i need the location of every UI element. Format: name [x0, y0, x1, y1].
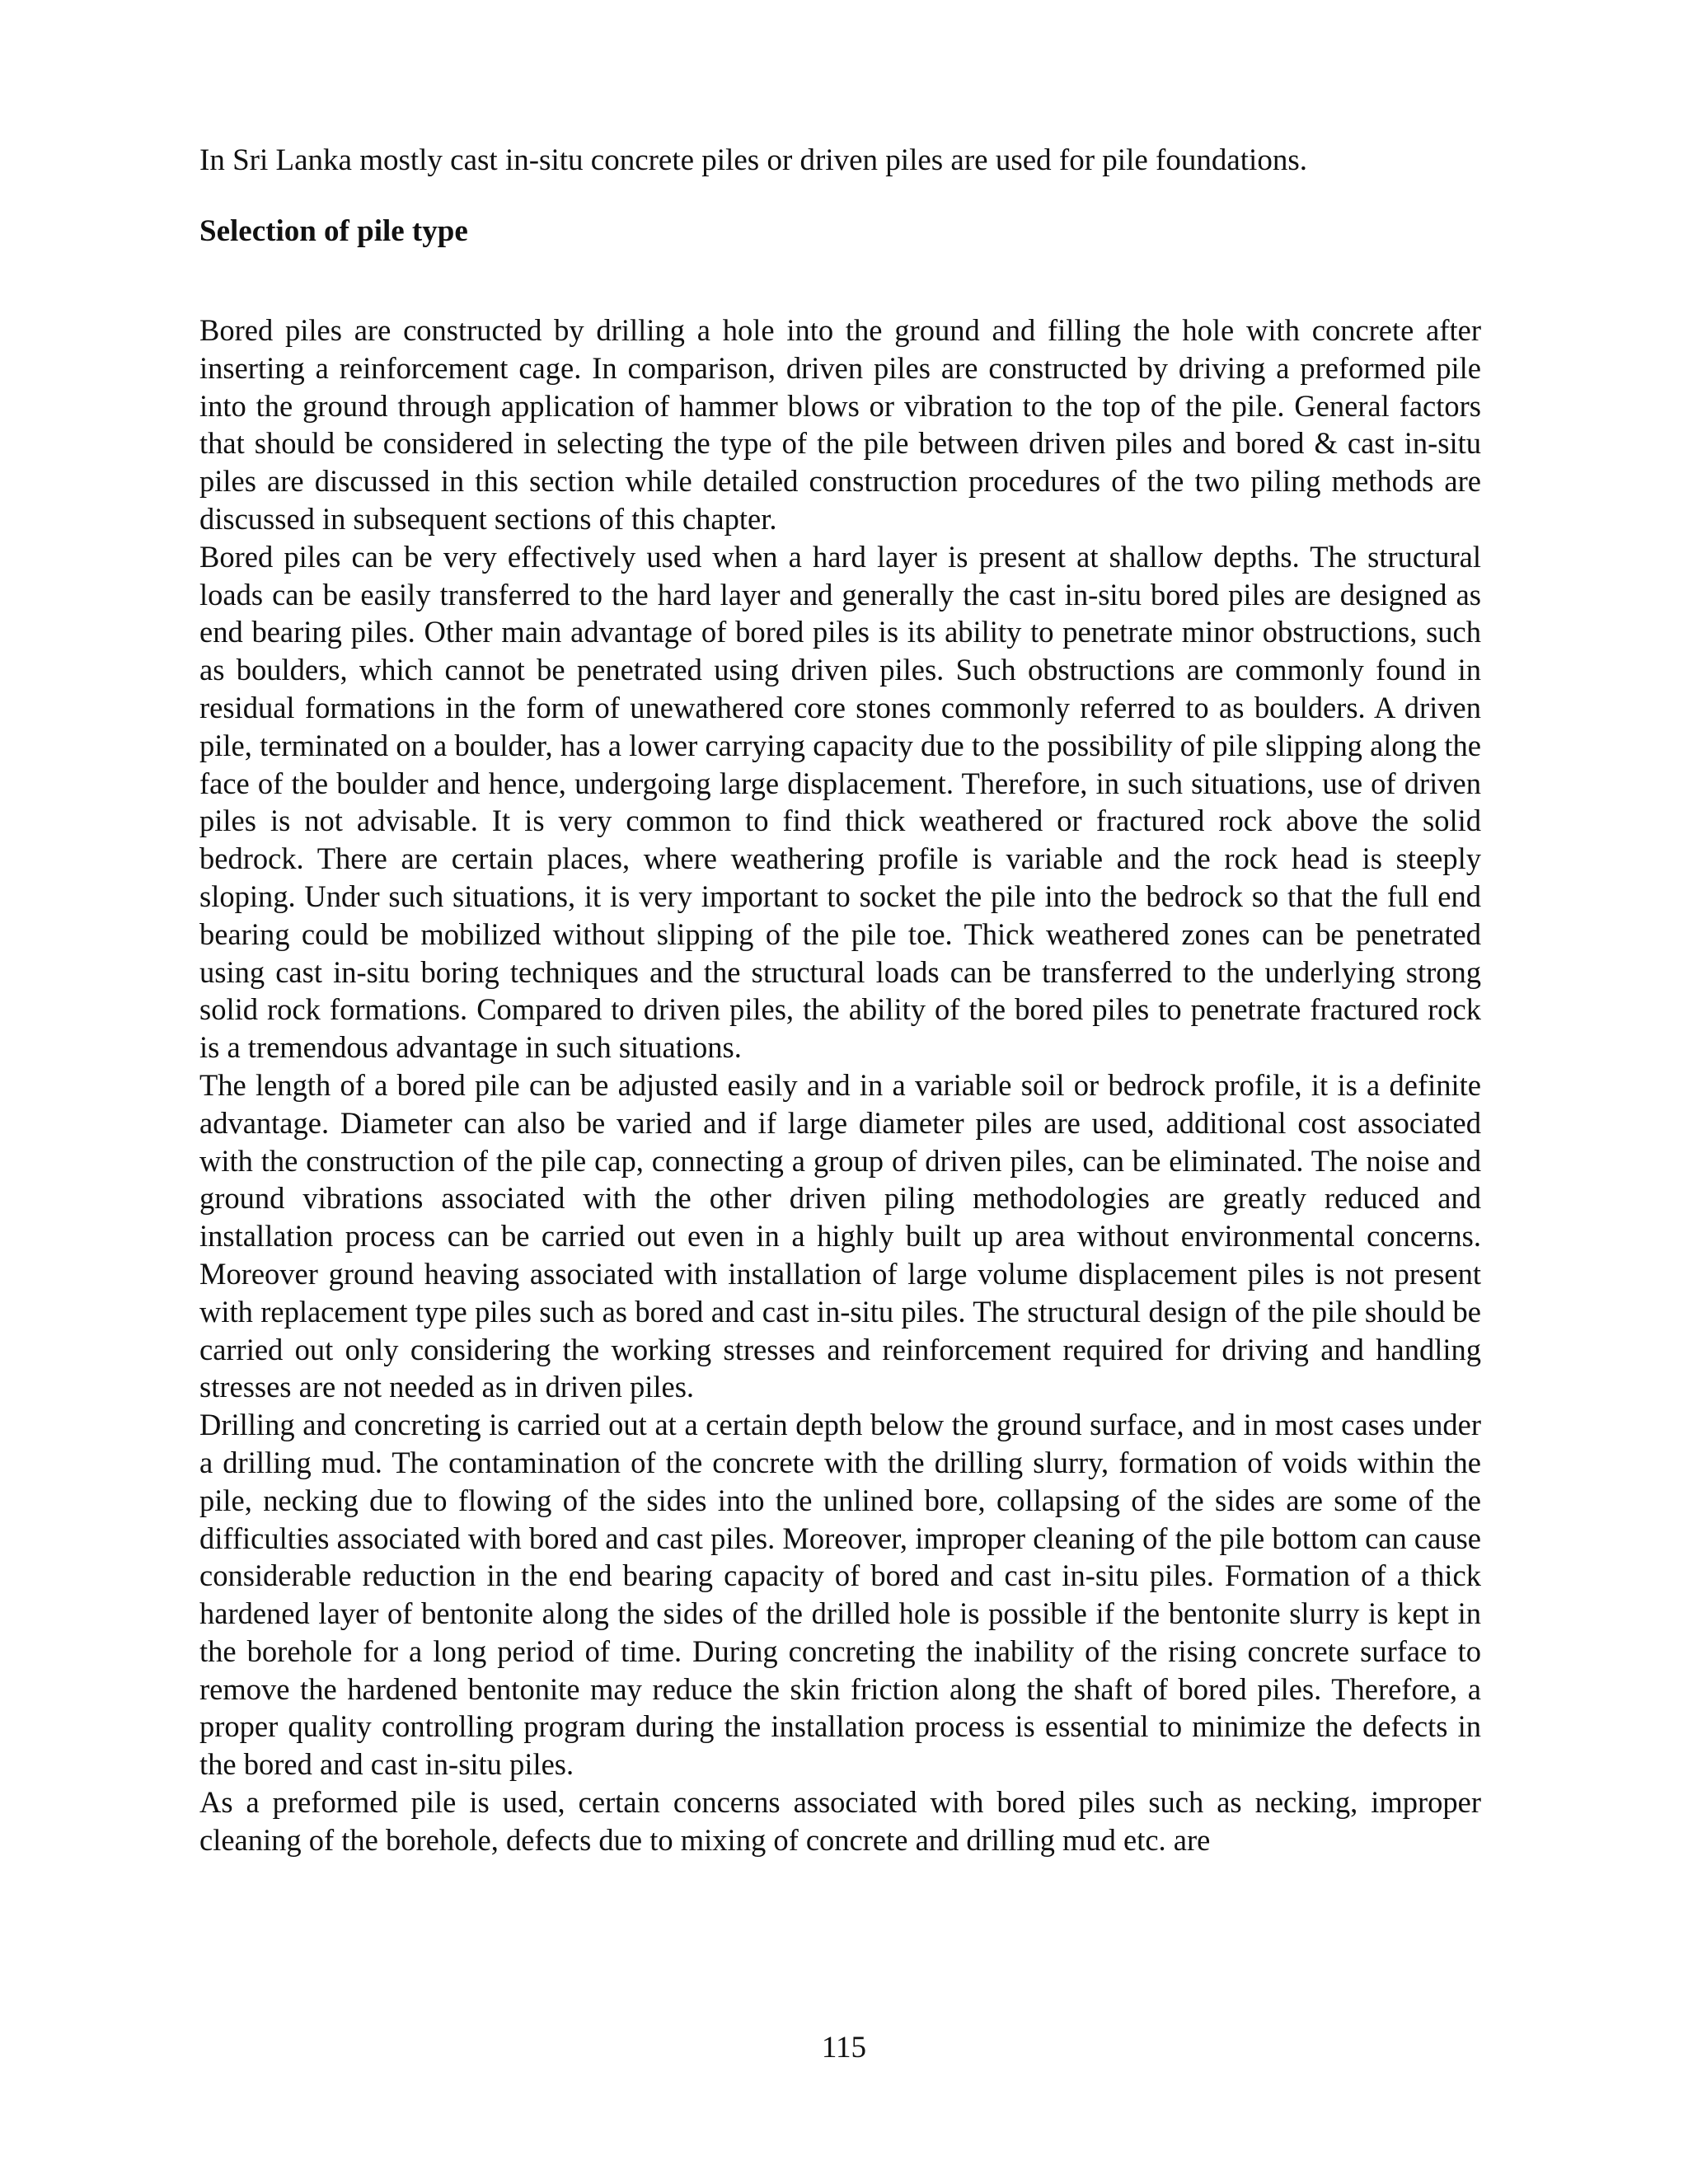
paragraph: Bored piles are constructed by drilling a hole into the ground and filling the hole with concrete after inserting a reinforcement cage. In comparison, driven piles are constructed by driving a preformed pile into the ground through application of hammer blows or vibration to the top of the pile. General factors that should be considered in selecting the type of the pile between driven piles and bored & cast in-situ piles are discussed in this section while detailed construction procedures of the two piling methods are discussed in subsequent sections of this chapter.	[199, 313, 1481, 536]
paragraph: The length of a bored pile can be adjusted easily and in a variable soil or bedrock profile, it is a definite advantage. Diameter can also be varied and if large diameter piles are used, additional cost associated with the construction of the pile cap, connecting a group of driven piles, can be eliminated. The noise and ground vibrations associated with the other driven piling methodologies are greatly reduced and installation process can be carried out even in a highly built up area without environmental concerns. Moreover ground heaving associated with installation of large volume displacement piles is not present with replacement type piles such as bored and cast in-situ piles. The structural design of the pile should be carried out only considering the working stresses and reinforcement required for driving and handling stresses are not needed as in driven piles.	[199, 1067, 1481, 1404]
paragraph: As a preformed pile is used, certain concerns associated with bored piles such as necking, improper cleaning of the borehole, defects due to mixing of concrete and drilling mud etc. are	[199, 1785, 1481, 1857]
section-heading: Selection of pile type	[199, 214, 468, 248]
paragraph: Bored piles can be very effectively used when a hard layer is present at shallow depths. The structural loads can be easily transferred to the hard layer and generally the cast in-situ bored piles are designed as end bearing piles. Other main advantage of bored piles is its ability to penetrate minor obstructions, such as boulders, which cannot be penetrated using driven piles. Such obstructions are commonly found in residual formations in the form of unewathered core stones commonly referred to as boulders. A driven pile, terminated on a boulder, has a lower carrying capacity due to the possibility of pile slipping along the face of the boulder and hence, undergoing large displacement. Therefore, in such situations, use of driven piles is not advisable. It is very common to find thick weathered or fractured rock above the solid bedrock. There are certain places, where weathering profile is variable and the rock head is steeply sloping. Under such situations, it is very important to socket the pile into the bedrock so that the full end bearing could be mobilized without slipping of the pile toe. Thick weathered zones can be penetrated using cast in-situ boring techniques and the structural loads can be transferred to the underlying strong solid rock formations. Compared to driven piles, the ability of the bored piles to penetrate fractured rock is a tremendous advantage in such situations.	[199, 539, 1481, 1065]
page-number: 115	[821, 2031, 867, 2064]
intro-sentence: In Sri Lanka mostly cast in-situ concrete piles or driven piles are used for pile foundations.	[199, 143, 1307, 177]
document-page	[199, 142, 1481, 1859]
body-text	[199, 312, 1481, 1859]
paragraph: Drilling and concreting is carried out at a certain depth below the ground surface, and in most cases under a drilling mud. The contamination of the concrete with the drilling slurry, formation of voids within the pile, necking due to flowing of the sides into the unlined bore, collapsing of the sides are some of the difficulties associated with bored and cast piles. Moreover, improper cleaning of the pile bottom can cause considerable reduction in the end bearing capacity of bored and cast in-situ piles. Formation of a thick hardened layer of bentonite along the sides of the drilled hole is possible if the bentonite slurry is kept in the borehole for a long period of time. During concreting the inability of the rising concrete surface to remove the hardened bentonite may reduce the skin friction along the shaft of bored piles. Therefore, a proper quality controlling program during the installation process is essential to minimize the defects in the bored and cast in-situ piles.	[199, 1408, 1481, 1782]
